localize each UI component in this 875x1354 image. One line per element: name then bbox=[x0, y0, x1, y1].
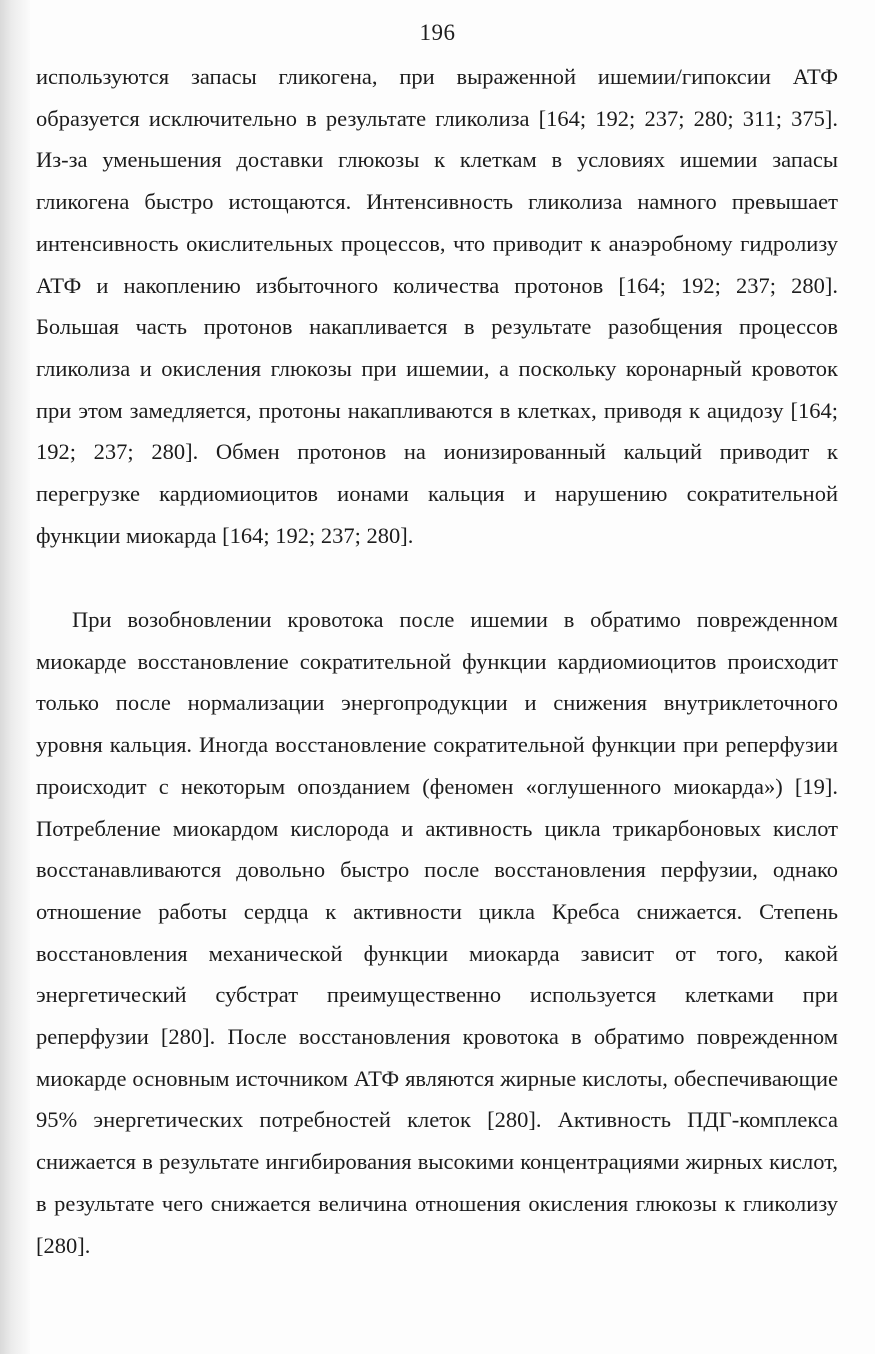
paragraph-2: При возобновлении кровотока после ишемии в обратимо поврежденном миокарде восстановление сократительной функции кардиомиоцитов происходит только после нормализации энергопродукции и снижения внутриклеточного уровня кальция. Иногда восстановление сократительной функции при реперфузии происходит с некоторым опозданием (феномен «оглушенного миокарда») [19]. Потребление миокардом кислорода и активность цикла трикарбоновых кислот восстанавливаются довольно быстро после восстановления перфузии, однако отношение работы сердца к активности цикла Кребса снижается. Степень восстановления механической функции миокарда зависит от того, какой энергетический субстрат преимущественно используется клетками при реперфузии [280]. После восстановления кровотока в обратимо поврежденном миокарде основным источником АТФ являются жирные кислоты, обеспечивающие 95% энергетических потребностей клеток [280]. Активность ПДГ-комплекса снижается в результате ингибирования высокими концентрациями жирных кислот, в результате чего снижается величина отношения окисления глюкозы к гликолизу [280]. bbox=[36, 607, 838, 1258]
scan-binding-shadow bbox=[0, 0, 30, 1354]
page-number: 196 bbox=[419, 20, 456, 45]
paragraph-1: используются запасы гликогена, при выраженной ишемии/гипоксии АТФ образуется исключительно в результате гликолиза [164; 192; 237; 280; 311; 375]. Из-за уменьшения доставки глюкозы к клеткам в условиях ишемии запасы гликогена быстро истощаются. Интенсивность гликолиза намного превышает интенсивность окислительных процессов, что приводит к анаэробному гидролизу АТФ и накоплению избыточного количества протонов [164; 192; 237; 280]. Большая часть протонов накапливается в результате разобщения процессов гликолиза и окисления глюкозы при ишемии, а поскольку коронарный кровоток при этом замедляется, протоны накапливаются в клетках, приводя к ацидозу [164; 192; 237; 280]. Обмен протонов на ионизированный кальций приводит к перегрузке кардиомиоцитов ионами кальция и нарушению сократительной функции миокарда [164; 192; 237; 280]. bbox=[36, 64, 838, 548]
